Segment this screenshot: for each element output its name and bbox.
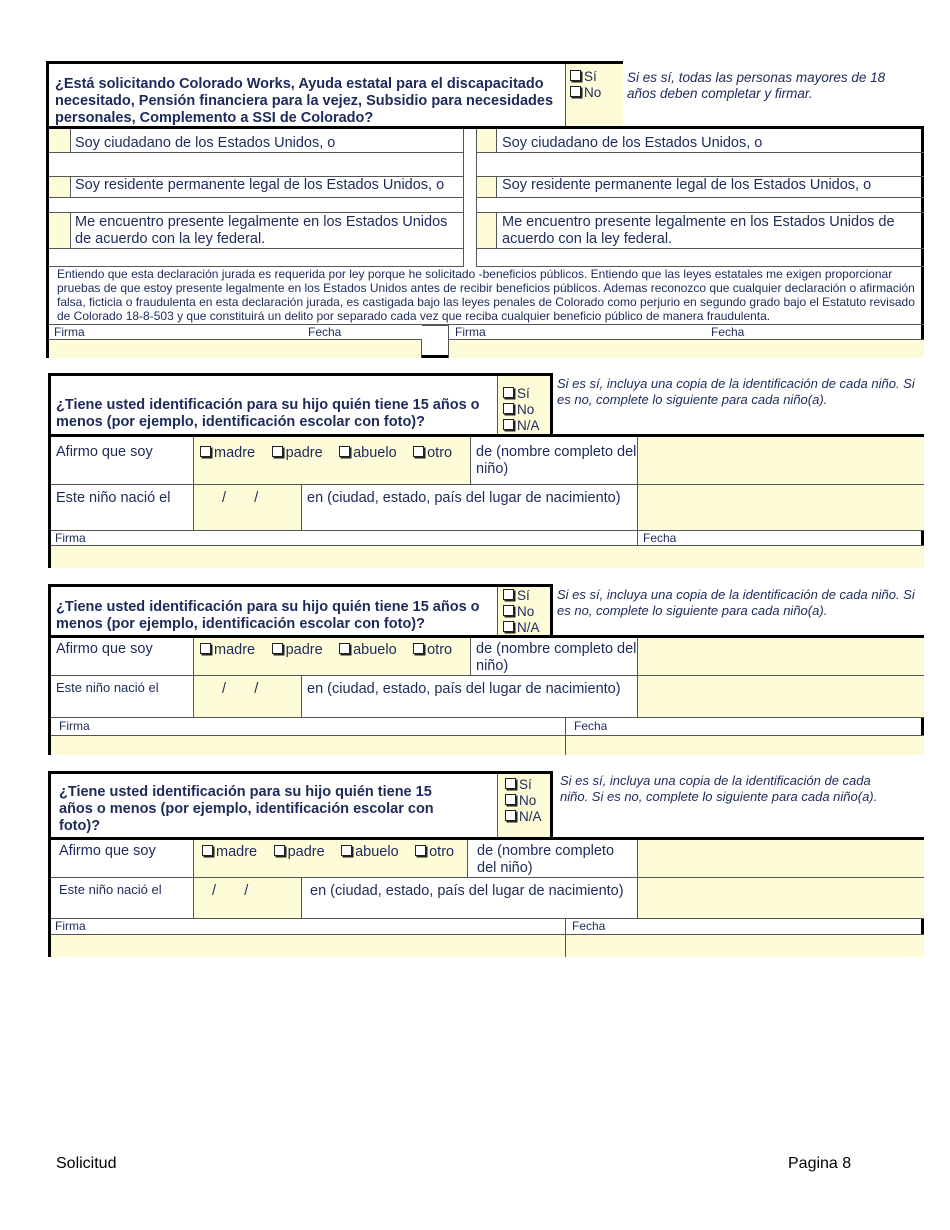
residency-note: Si es sí, todas las personas mayores de 18 años deben completar y firmar. bbox=[627, 70, 886, 101]
born-label: Este niño nació el bbox=[51, 485, 194, 531]
statement-legal-left: Me encuentro presente legalmente en los Estados Unidos de acuerdo con la ley federal. bbox=[71, 213, 463, 249]
child-options bbox=[497, 376, 550, 437]
option-otro[interactable]: otro bbox=[415, 844, 454, 860]
birthplace-label: en (ciudad, estado, país del lugar de nacimiento) bbox=[302, 485, 638, 531]
checkbox-abuelo[interactable] bbox=[339, 446, 350, 457]
child-question-box bbox=[48, 584, 553, 638]
statement-citizen-left: Soy ciudadano de los Estados Unidos, o bbox=[71, 129, 463, 153]
child-question: ¿Tiene usted identificación para su hijo quién tiene 15 años o menos (por ejemplo, identificación escolar con foto)? bbox=[56, 599, 480, 632]
footer-page-number: Pagina 8 bbox=[788, 1155, 852, 1172]
child-name-label: de (nombre completo del niño) bbox=[471, 638, 638, 676]
signature-field[interactable] bbox=[51, 545, 924, 568]
checkbox-si[interactable] bbox=[503, 387, 514, 398]
fecha-label-left: Fecha bbox=[308, 325, 342, 339]
option-madre[interactable]: madre bbox=[200, 642, 255, 658]
date-field[interactable] bbox=[566, 934, 924, 957]
checkbox-resident-left[interactable] bbox=[49, 177, 71, 198]
checkbox-legal-right[interactable] bbox=[477, 213, 497, 249]
child-name-field[interactable] bbox=[638, 437, 924, 485]
birthplace-label: en (ciudad, estado, país del lugar de nacimiento) bbox=[302, 878, 638, 919]
option-no[interactable]: No bbox=[503, 604, 550, 620]
option-padre[interactable]: padre bbox=[274, 844, 325, 860]
checkbox-abuelo[interactable] bbox=[339, 643, 350, 654]
option-si[interactable]: Sí bbox=[503, 386, 550, 402]
birthplace-label: en (ciudad, estado, país del lugar de nacimiento) bbox=[302, 676, 638, 718]
checkbox-madre[interactable] bbox=[200, 446, 211, 457]
affirm-label: Afirmo que soy bbox=[51, 840, 194, 878]
checkbox-na[interactable] bbox=[505, 810, 516, 821]
child-question: ¿Tiene usted identificación para su hijo quién tiene 15 años o menos (por ejemplo, identificación escolar con foto)? bbox=[59, 784, 434, 834]
fecha-label-right: Fecha bbox=[711, 325, 745, 339]
checkbox-citizen-right[interactable] bbox=[477, 129, 497, 153]
option-abuelo[interactable]: abuelo bbox=[339, 642, 397, 658]
residency-options bbox=[565, 64, 623, 129]
residency-question: ¿Está solicitando Colorado Works, Ayuda estatal para el discapacitado necesitado, Pensión financiera para la vejez, Subsidio para necesidades personales, Complemento a SSI de Colorado? bbox=[55, 76, 554, 126]
checkbox-otro[interactable] bbox=[413, 643, 424, 654]
child-note: Si es sí, incluya una copia de la identificación de cada niño. Si es no, complete lo siguiente para cada niño(a). bbox=[557, 587, 915, 618]
birthplace-field[interactable] bbox=[638, 485, 924, 531]
checkbox-citizen-left[interactable] bbox=[49, 129, 71, 153]
birthplace-field[interactable] bbox=[638, 676, 924, 718]
column-divider bbox=[463, 129, 477, 267]
child-name-label: de (nombre completo del niño) bbox=[468, 840, 638, 878]
checkbox-legal-left[interactable] bbox=[49, 213, 71, 249]
statement-resident-left: Soy residente permanente legal de los Estados Unidos, o bbox=[71, 177, 463, 198]
residency-question-box bbox=[46, 61, 623, 129]
fecha-label: Fecha bbox=[572, 919, 606, 933]
checkbox-no[interactable] bbox=[505, 794, 516, 805]
option-abuelo[interactable]: abuelo bbox=[339, 445, 397, 461]
checkbox-madre[interactable] bbox=[202, 845, 213, 856]
relation-options bbox=[194, 437, 471, 485]
firma-label-right: Firma bbox=[455, 325, 486, 339]
residency-form bbox=[46, 126, 924, 358]
option-otro[interactable]: otro bbox=[413, 445, 452, 461]
checkbox-abuelo[interactable] bbox=[341, 845, 352, 856]
checkbox-na[interactable] bbox=[503, 621, 514, 632]
affirm-label: Afirmo que soy bbox=[51, 437, 194, 485]
child-options bbox=[497, 774, 550, 840]
spacer-row bbox=[477, 249, 924, 267]
option-no[interactable]: No bbox=[570, 85, 623, 101]
statement-resident-right: Soy residente permanente legal de los Estados Unidos, o bbox=[497, 177, 924, 198]
option-si[interactable]: Sí bbox=[570, 69, 623, 85]
firma-label: Firma bbox=[51, 718, 566, 735]
signature-gap bbox=[422, 325, 449, 358]
fecha-label: Fecha bbox=[574, 719, 608, 733]
checkbox-otro[interactable] bbox=[413, 446, 424, 457]
option-na[interactable]: N/A bbox=[503, 620, 550, 636]
birth-date-field[interactable]: / / bbox=[194, 676, 302, 718]
child-name-field[interactable] bbox=[638, 840, 924, 878]
birth-date-field[interactable]: / / bbox=[194, 485, 302, 531]
option-na[interactable]: N/A bbox=[503, 418, 550, 434]
checkbox-padre[interactable] bbox=[274, 845, 285, 856]
spacer-row bbox=[49, 198, 463, 213]
option-si[interactable]: Sí bbox=[505, 777, 550, 793]
child-question-box bbox=[48, 771, 553, 840]
fecha-label: Fecha bbox=[643, 531, 677, 545]
checkbox-padre[interactable] bbox=[272, 446, 283, 457]
option-otro[interactable]: otro bbox=[413, 642, 452, 658]
child-form bbox=[48, 434, 924, 568]
checkbox-no[interactable] bbox=[503, 605, 514, 616]
child-form bbox=[48, 837, 924, 957]
checkbox-otro[interactable] bbox=[415, 845, 426, 856]
relation-options bbox=[194, 638, 471, 676]
child-name-label: de (nombre completo del niño) bbox=[471, 437, 638, 485]
firma-label: Firma bbox=[51, 919, 566, 934]
footer-form-name: Solicitud bbox=[56, 1155, 117, 1172]
affirm-label: Afirmo que soy bbox=[51, 638, 194, 676]
option-padre[interactable]: padre bbox=[272, 445, 323, 461]
option-no[interactable]: No bbox=[505, 793, 550, 809]
signature-field[interactable] bbox=[51, 735, 566, 755]
child-question: ¿Tiene usted identificación para su hijo quién tiene 15 años o menos (por ejemplo, identificación escolar con foto)? bbox=[56, 397, 480, 430]
date-field[interactable] bbox=[566, 735, 924, 755]
child-form bbox=[48, 635, 924, 755]
child-options bbox=[497, 587, 550, 638]
signature-field-left[interactable] bbox=[49, 339, 422, 358]
checkbox-resident-right[interactable] bbox=[477, 177, 497, 198]
option-abuelo[interactable]: abuelo bbox=[341, 844, 399, 860]
spacer-row bbox=[477, 198, 924, 213]
birth-date-field[interactable]: / / bbox=[194, 878, 302, 919]
child-note: Si es sí, incluya una copia de la identificación de cada niño. Si es no, complete lo siguiente para cada niño(a). bbox=[557, 376, 915, 407]
checkbox-padre[interactable] bbox=[272, 643, 283, 654]
relation-options bbox=[194, 840, 468, 878]
birthplace-field[interactable] bbox=[638, 878, 924, 919]
child-question-box bbox=[48, 373, 553, 437]
spacer-row bbox=[49, 153, 463, 177]
statement-legal-right: Me encuentro presente legalmente en los Estados Unidos de acuerdo con la ley federal. bbox=[497, 213, 924, 249]
signature-field[interactable] bbox=[51, 934, 566, 957]
checkbox-no[interactable] bbox=[503, 403, 514, 414]
firma-label-left: Firma bbox=[54, 325, 85, 339]
firma-label: Firma bbox=[51, 531, 638, 545]
option-si[interactable]: Sí bbox=[503, 588, 550, 604]
checkbox-madre[interactable] bbox=[200, 643, 211, 654]
option-padre[interactable]: padre bbox=[272, 642, 323, 658]
checkbox-no[interactable] bbox=[570, 86, 581, 97]
spacer-row bbox=[477, 153, 924, 177]
checkbox-na[interactable] bbox=[503, 419, 514, 430]
checkbox-si[interactable] bbox=[570, 70, 581, 81]
spacer-row bbox=[49, 249, 463, 267]
affidavit-text: Entiendo que esta declaración jurada es requerida por ley porque he solicitado -beneficios públicos. Entiendo que las leyes estatales me exigen proporcionar pruebas de que estoy presente legalmente en los Estados Unidos antes de recibir beneficios públicos. Ademas reconozco que cualquier declaración o afirmación falsa, ficticia o fraudulenta en esta declaración jurada, es castigada bajo las leyes penales de Colorado como perjurio en segundo grado bajo el Estatuto revisado de Colorado 18-8-503 y que constituirá un delito por separado cada vez que reciba cualquier beneficio público de manera fraudulenta. bbox=[49, 267, 924, 325]
option-no[interactable]: No bbox=[503, 402, 550, 418]
statement-citizen-right: Soy ciudadano de los Estados Unidos, o bbox=[497, 129, 924, 153]
born-label: Este niño nació el bbox=[51, 676, 194, 718]
checkbox-si[interactable] bbox=[505, 778, 516, 789]
child-note: Si es sí, incluya una copia de la identificación de cada niño. Si es no, complete lo siguiente para cada niño(a). bbox=[560, 773, 878, 804]
option-na[interactable]: N/A bbox=[505, 809, 550, 825]
option-madre[interactable]: madre bbox=[202, 844, 257, 860]
checkbox-si[interactable] bbox=[503, 589, 514, 600]
signature-field-right[interactable] bbox=[449, 339, 924, 358]
option-madre[interactable]: madre bbox=[200, 445, 255, 461]
child-name-field[interactable] bbox=[638, 638, 924, 676]
born-label: Este niño nació el bbox=[51, 878, 194, 919]
